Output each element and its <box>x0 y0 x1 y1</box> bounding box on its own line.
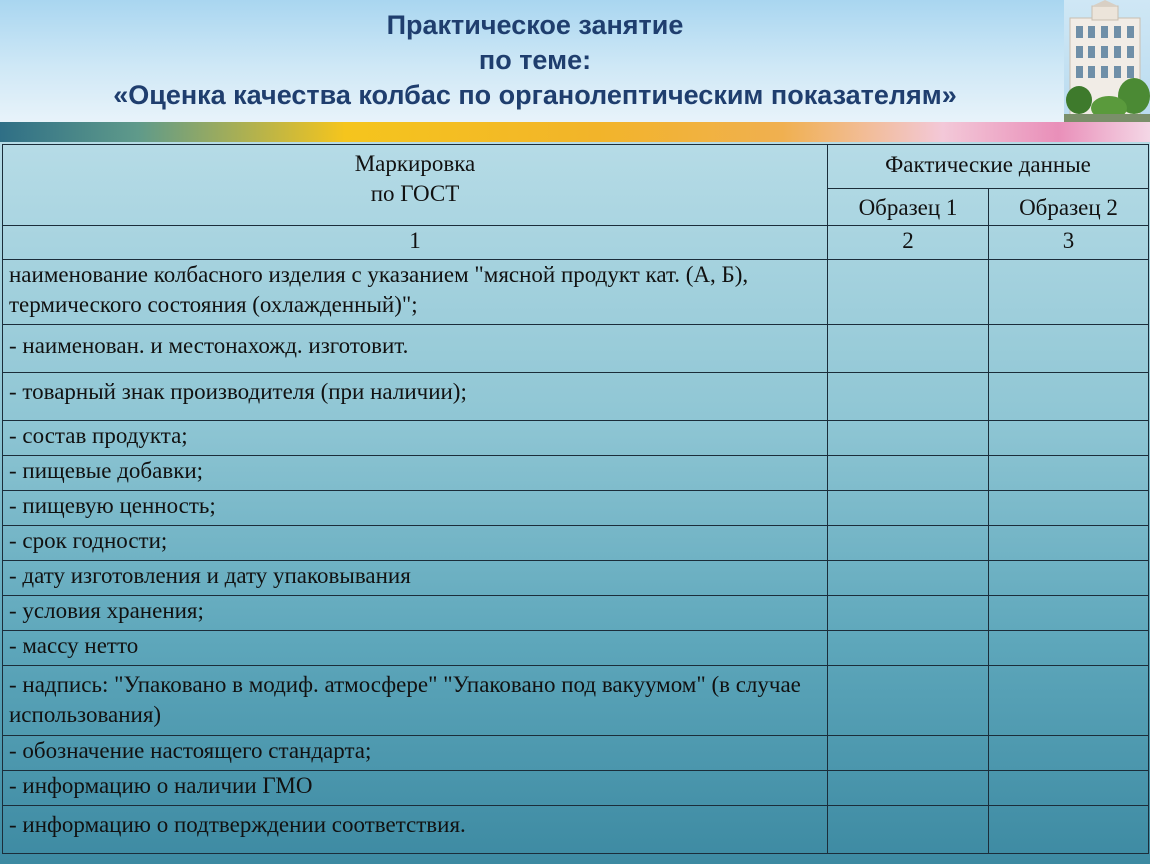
sample-2-cell[interactable] <box>989 526 1149 561</box>
table-row-label: - дату изготовления и дату упаковывания <box>3 561 828 596</box>
column-number-3: 3 <box>989 226 1149 260</box>
title-line-1: Практическое занятие <box>386 10 684 40</box>
column-number-2: 2 <box>828 226 989 260</box>
sample-1-cell[interactable] <box>828 325 989 373</box>
decorative-stripe <box>0 122 1150 142</box>
sample-1-cell[interactable] <box>828 736 989 771</box>
slide-header <box>0 0 1150 122</box>
sample-1-cell[interactable] <box>828 806 989 854</box>
sample-1-cell[interactable] <box>828 561 989 596</box>
sample-2-cell[interactable] <box>989 806 1149 854</box>
slide-title <box>0 8 1070 113</box>
table-row-label: - информацию о подтверждении соответствия. <box>3 806 828 854</box>
building-photo <box>1064 0 1150 122</box>
sample-2-cell[interactable] <box>989 666 1149 736</box>
table-row-label: - срок годности; <box>3 526 828 561</box>
sample-2-cell[interactable] <box>989 456 1149 491</box>
sample-2-cell[interactable] <box>989 561 1149 596</box>
header-marking-line2: по ГОСТ <box>370 181 460 206</box>
sample-2-cell[interactable] <box>989 325 1149 373</box>
sample-1-cell[interactable] <box>828 771 989 806</box>
sample-1-cell[interactable] <box>828 526 989 561</box>
sample-2-cell[interactable] <box>989 631 1149 666</box>
sample-2-cell[interactable] <box>989 373 1149 421</box>
header-marking <box>3 145 828 226</box>
marking-table <box>2 144 1149 854</box>
sample-2-cell[interactable] <box>989 260 1149 325</box>
sample-2-cell[interactable] <box>989 596 1149 631</box>
sample-2-cell[interactable] <box>989 736 1149 771</box>
sample-1-cell[interactable] <box>828 631 989 666</box>
header-actual-data: Фактические данные <box>828 145 1149 189</box>
sample-1-cell[interactable] <box>828 596 989 631</box>
sample-1-cell[interactable] <box>828 491 989 526</box>
table-row-label: - информацию о наличии ГМО <box>3 771 828 806</box>
table-row-label: - товарный знак производителя (при наличии); <box>3 373 828 421</box>
sample-1-cell[interactable] <box>828 373 989 421</box>
header-sample-1: Образец 1 <box>828 189 989 226</box>
sample-2-cell[interactable] <box>989 771 1149 806</box>
table-row-label: - условия хранения; <box>3 596 828 631</box>
table-row-label: - надпись: "Упаковано в модиф. атмосфере" "Упаковано под вакуумом" (в случае использования) <box>3 666 828 736</box>
table-row-label: - обозначение настоящего стандарта; <box>3 736 828 771</box>
column-number-1: 1 <box>3 226 828 260</box>
table-row-label: - состав продукта; <box>3 421 828 456</box>
sample-2-cell[interactable] <box>989 421 1149 456</box>
header-sample-2: Образец 2 <box>989 189 1149 226</box>
table-row-label: - массу нетто <box>3 631 828 666</box>
sample-1-cell[interactable] <box>828 421 989 456</box>
header-marking-line1: Маркировка <box>354 151 476 176</box>
table-row-label: - пищевую ценность; <box>3 491 828 526</box>
table-row-label: наименование колбасного изделия с указанием "мясной продукт кат. (А, Б), термического состояния (охлажденный)"; <box>3 260 828 325</box>
title-line-2: по теме: <box>478 45 592 75</box>
building-illustration <box>1064 0 1150 122</box>
title-line-3: «Оценка качества колбас по органолептическим показателям» <box>113 80 957 110</box>
table-row-label: - пищевые добавки; <box>3 456 828 491</box>
sample-1-cell[interactable] <box>828 666 989 736</box>
sample-1-cell[interactable] <box>828 456 989 491</box>
sample-2-cell[interactable] <box>989 491 1149 526</box>
table-row-label: - наименован. и местонахожд. изготовит. <box>3 325 828 373</box>
sample-1-cell[interactable] <box>828 260 989 325</box>
